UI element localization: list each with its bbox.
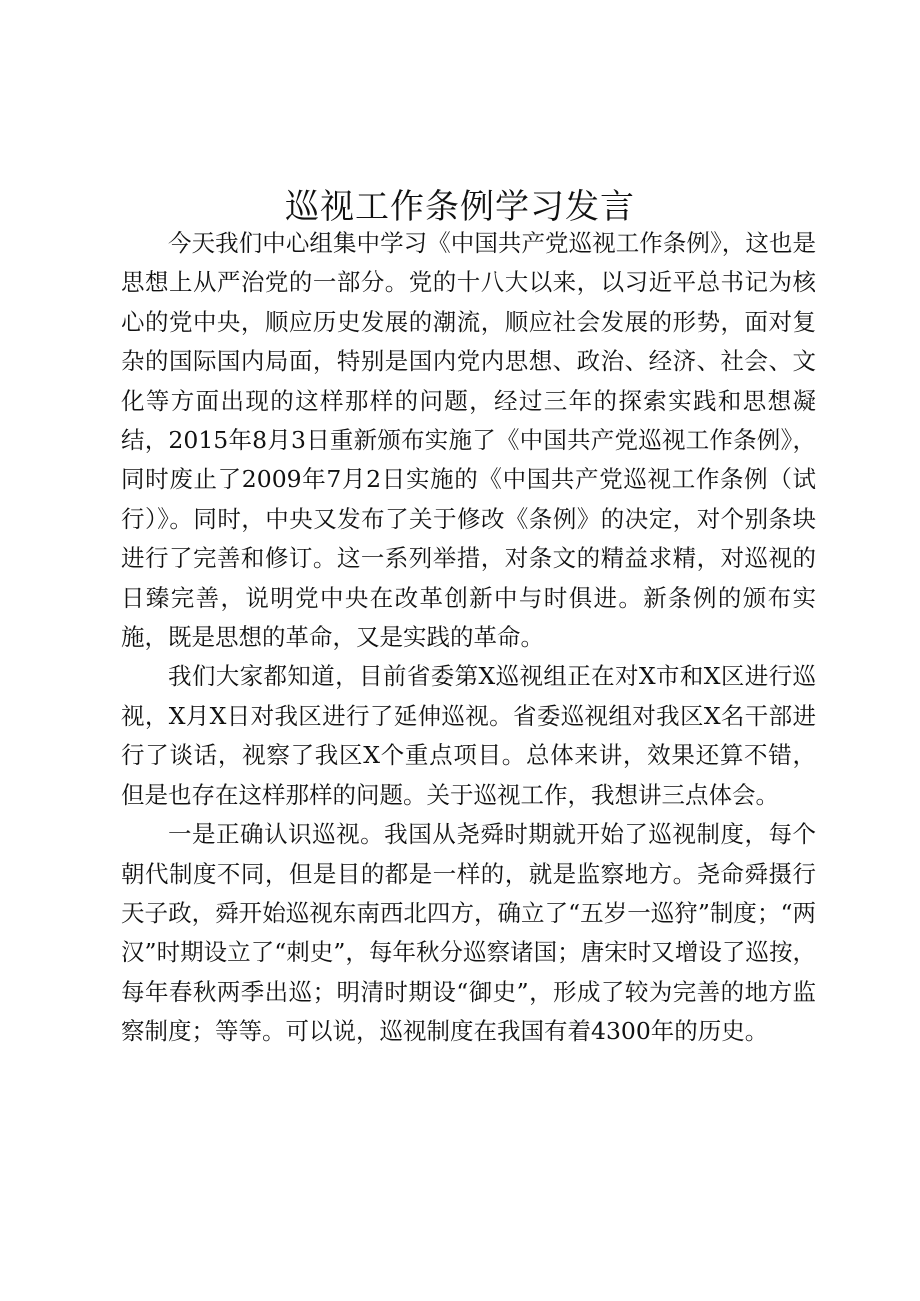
paragraph-3: 一是正确认识巡视。我国从尧舜时期就开始了巡视制度，每个朝代制度不同，但是目的都是一样的，就是监察地方。尧命舜摄行天子政，舜开始巡视东南西北四方，确立了“五岁一巡狩”制度；“两汉”时期设立了“刺史”，每年秋分巡察诸国；唐宋时又增设了巡按，每年春秋两季出巡；明清时期设“御史”，形成了较为完善的地方监察制度；等等。可以说，巡视制度在我国有着4300年的历史。	[121, 820, 816, 1046]
paragraph-1: 今天我们中心组集中学习《中国共产党巡视工作条例》，这也是思想上从严治党的一部分。党的十八大以来，以习近平总书记为核心的党中央，顺应历史发展的潮流，顺应社会发展的形势，面对复杂的国际国内局面，特别是国内党内思想、政治、经济、社会、文化等方面出现的这样那样的问题，经过三年的探索实践和思想凝结，2015年8月3日重新颁布实施了《中国共产党巡视工作条例》，同时废止了2009年7月2日实施的《中国共产党巡视工作条例（试行）》。同时，中央又发布了关于修改《条例》的决定，对个别条块进行了完善和修订。这一系列举措，对条文的精益求精，对巡视的日臻完善，说明党中央在改革创新中与时俱进。新条例的颁布实施，既是思想的革命，又是实践的革命。	[121, 229, 816, 652]
document-title: 巡视工作条例学习发言	[285, 186, 635, 227]
paragraph-2: 我们大家都知道，目前省委第X巡视组正在对X市和X区进行巡视，X月X日对我区进行了延伸巡视。省委巡视组对我区X名干部进行了谈话，视察了我区X个重点项目。总体来讲，效果还算不错，但是也存在这样那样的问题。关于巡视工作，我想讲三点体会。	[121, 662, 816, 809]
document-body	[121, 224, 816, 1052]
